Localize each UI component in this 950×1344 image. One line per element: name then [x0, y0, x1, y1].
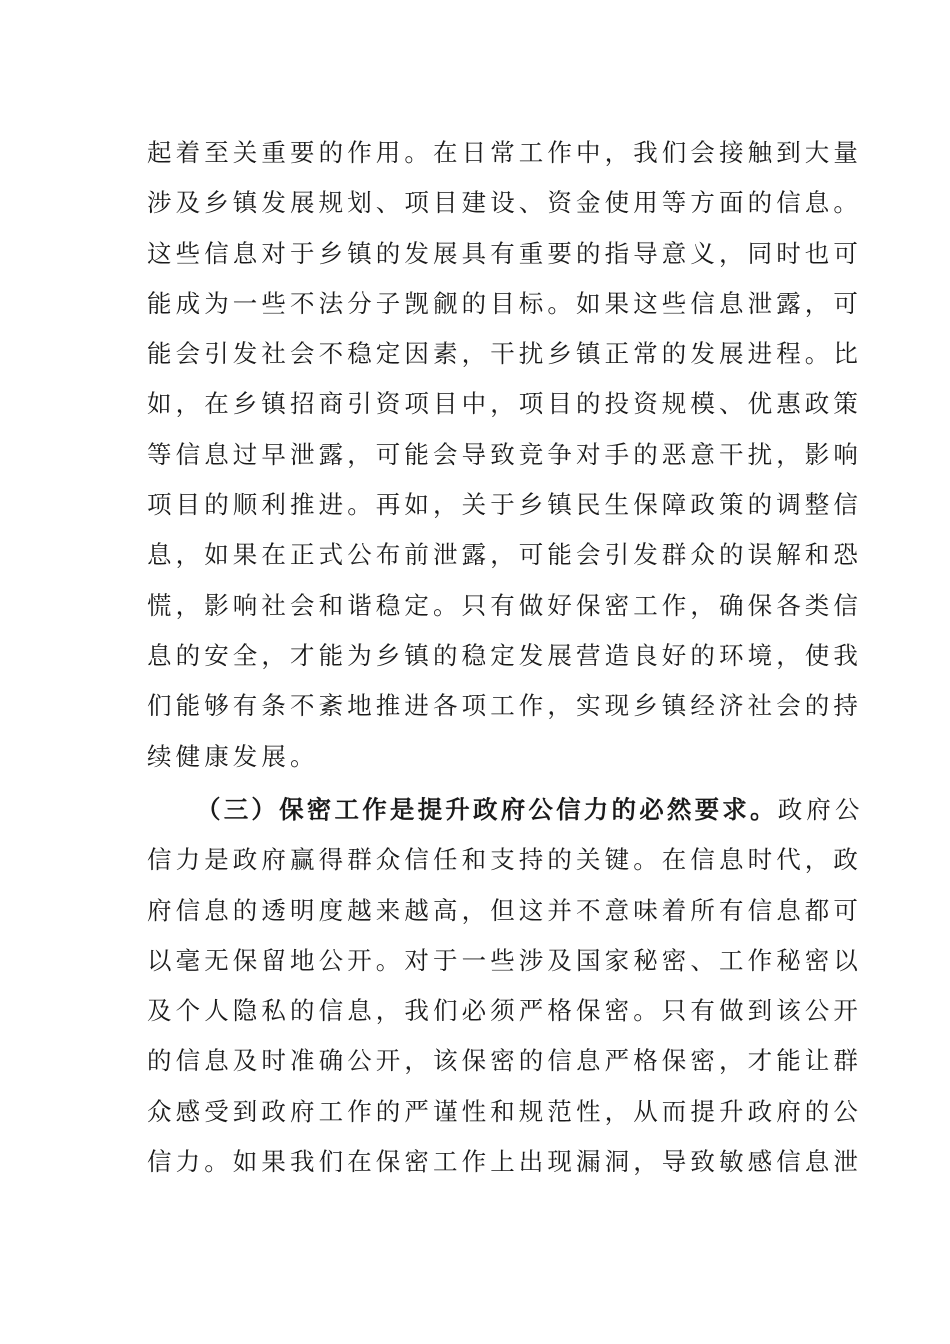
text-line: 信力是政府赢得群众信任和支持的关键。在信息时代，政	[147, 845, 862, 875]
heading-line-continuation: 政府公	[777, 795, 864, 824]
text-line: 续健康发展。	[147, 741, 319, 771]
text-line: 项目的顺利推进。再如，关于乡镇民生保障政策的调整信	[147, 490, 862, 520]
text-line: 涉及乡镇发展规划、项目建设、资金使用等方面的信息。	[147, 188, 862, 218]
text-line: 以毫无保留地公开。对于一些涉及国家秘密、工作秘密以	[147, 945, 862, 975]
text-line: 慌，影响社会和谐稳定。只有做好保密工作，确保各类信	[147, 590, 862, 620]
text-line: 如，在乡镇招商引资项目中，项目的投资规模、优惠政策	[147, 389, 862, 419]
paragraph-1	[147, 128, 862, 782]
text-line: 起着至关重要的作用。在日常工作中，我们会接触到大量	[147, 138, 862, 167]
text-line: 息，如果在正式公布前泄露，可能会引发群众的误解和恐	[147, 540, 862, 570]
text-line: 信力。如果我们在保密工作上出现漏洞，导致敏感信息泄	[147, 1147, 862, 1177]
text-line: 等信息过早泄露，可能会导致竞争对手的恶意干扰，影响	[147, 439, 862, 469]
section-heading: （三）保密工作是提升政府公信力的必然要求。	[196, 795, 778, 824]
text-line: 众感受到政府工作的严谨性和规范性，从而提升政府的公	[147, 1096, 862, 1126]
text-line: 府信息的透明度越来越高，但这并不意味着所有信息都可	[147, 895, 862, 925]
text-line: 能成为一些不法分子觊觎的目标。如果这些信息泄露，可	[147, 288, 862, 318]
text-line: 及个人隐私的信息，我们必须严格保密。只有做到该公开	[147, 996, 862, 1026]
paragraph-2	[147, 785, 864, 1187]
text-line: 们能够有条不紊地推进各项工作，实现乡镇经济社会的持	[147, 691, 862, 721]
text-line: 息的安全，才能为乡镇的稳定发展营造良好的环境，使我	[147, 640, 862, 670]
text-line: 这些信息对于乡镇的发展具有重要的指导意义，同时也可	[147, 238, 862, 268]
section-heading-line	[147, 785, 864, 835]
text-line: 的信息及时准确公开，该保密的信息严格保密，才能让群	[147, 1046, 862, 1076]
text-line: 能会引发社会不稳定因素，干扰乡镇正常的发展进程。比	[147, 339, 862, 369]
